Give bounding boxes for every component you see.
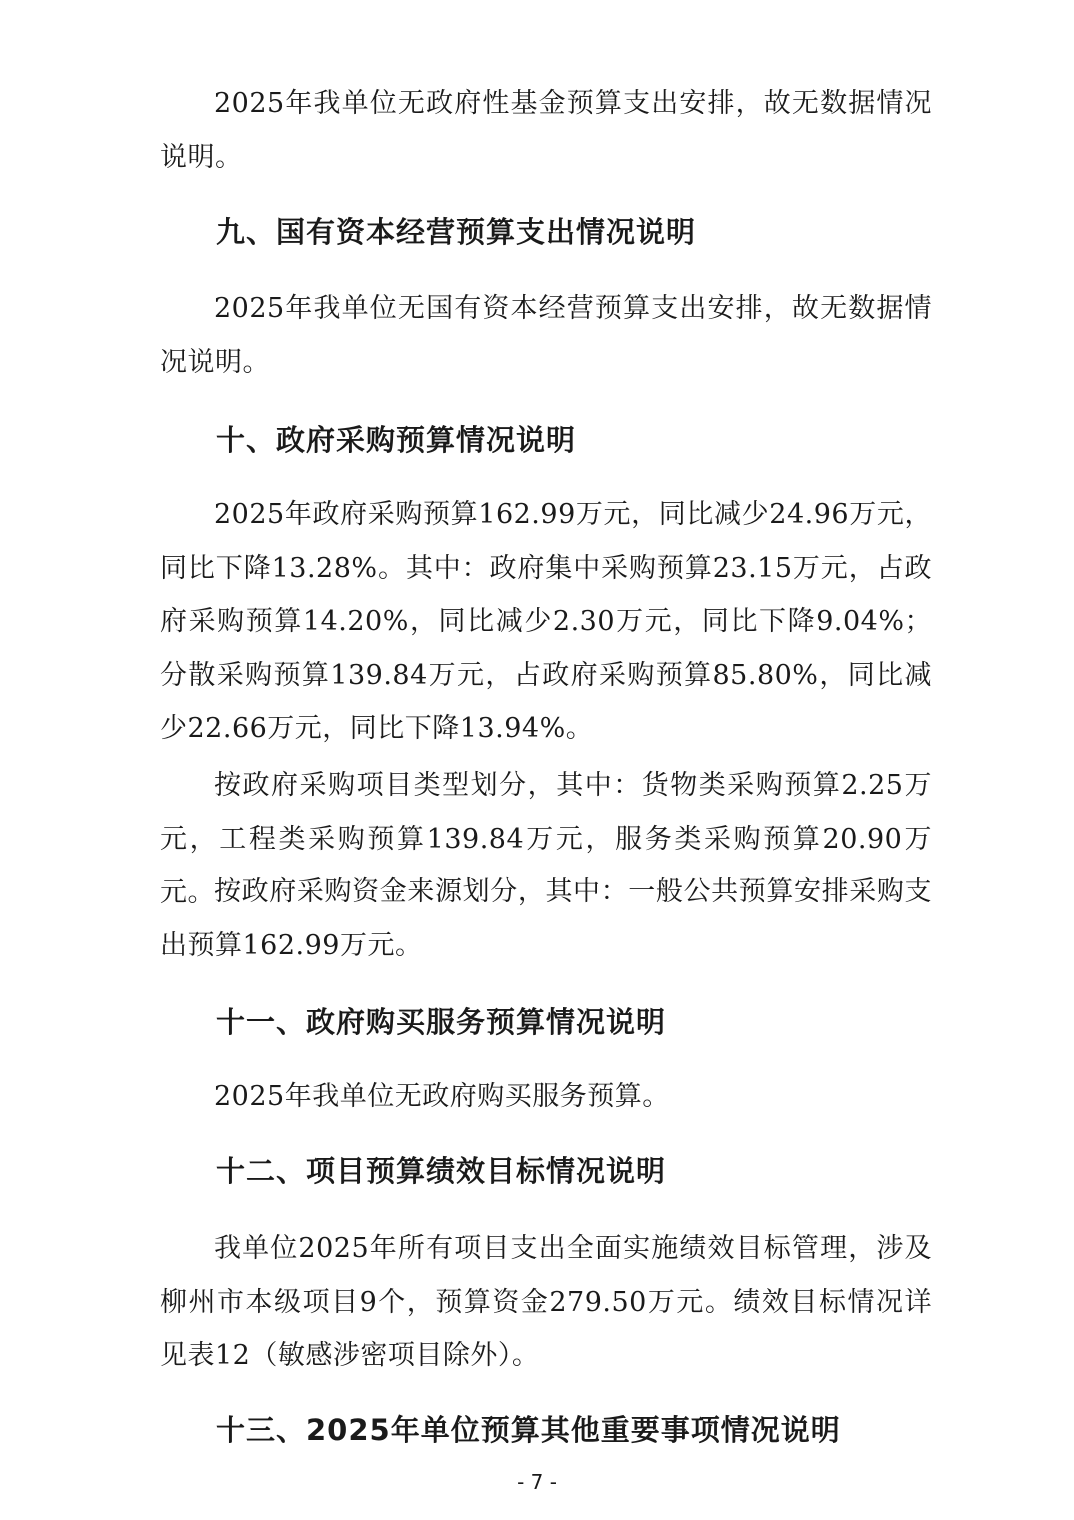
paragraph-performance-goals: 我单位2025年所有项目支出全面实施绩效目标管理，涉及柳州市本级项目9个，预算资金279.50万元。绩效目标情况详见表12（敏感涉密项目除外）。	[160, 1233, 932, 1371]
paragraph-state-capital: 2025年我单位无国有资本经营预算支出安排，故无数据情况说明。	[160, 293, 932, 378]
heading-section-12: 十二、项目预算绩效目标情况说明	[216, 1154, 667, 1188]
page-number: - 7 -	[517, 1470, 557, 1494]
paragraph-gov-fund: 2025年我单位无政府性基金预算支出安排，故无数据情况说明。	[160, 88, 932, 173]
paragraph-procurement-by-type: 按政府采购项目类型划分，其中：货物类采购预算2.25万元，工程类采购预算139.84万元，服务类采购预算20.90万元。	[160, 770, 932, 908]
heading-section-10: 十、政府采购预算情况说明	[216, 423, 577, 457]
heading-section-11: 十一、政府购买服务预算情况说明	[216, 1005, 667, 1039]
paragraph-procurement-by-source: 按政府采购资金来源划分，其中：一般公共预算安排采购支出预算162.99万元。	[160, 876, 932, 961]
heading-section-9: 九、国有资本经营预算支出情况说明	[216, 215, 697, 249]
heading-section-13: 十三、2025年单位预算其他重要事项情况说明	[216, 1413, 841, 1447]
paragraph-purchased-services: 2025年我单位无政府购买服务预算。	[214, 1081, 670, 1112]
paragraph-procurement-summary: 2025年政府采购预算162.99万元，同比减少24.96万元，同比下降13.28%。其中：政府集中采购预算23.15万元，占政府采购预算14.20%，同比减少2.30万元，同比下降9.04%；分散采购预算139.84万元，占政府采购预算85.80%，同比减少22.66万元，同比下降13.94%。	[160, 499, 932, 744]
